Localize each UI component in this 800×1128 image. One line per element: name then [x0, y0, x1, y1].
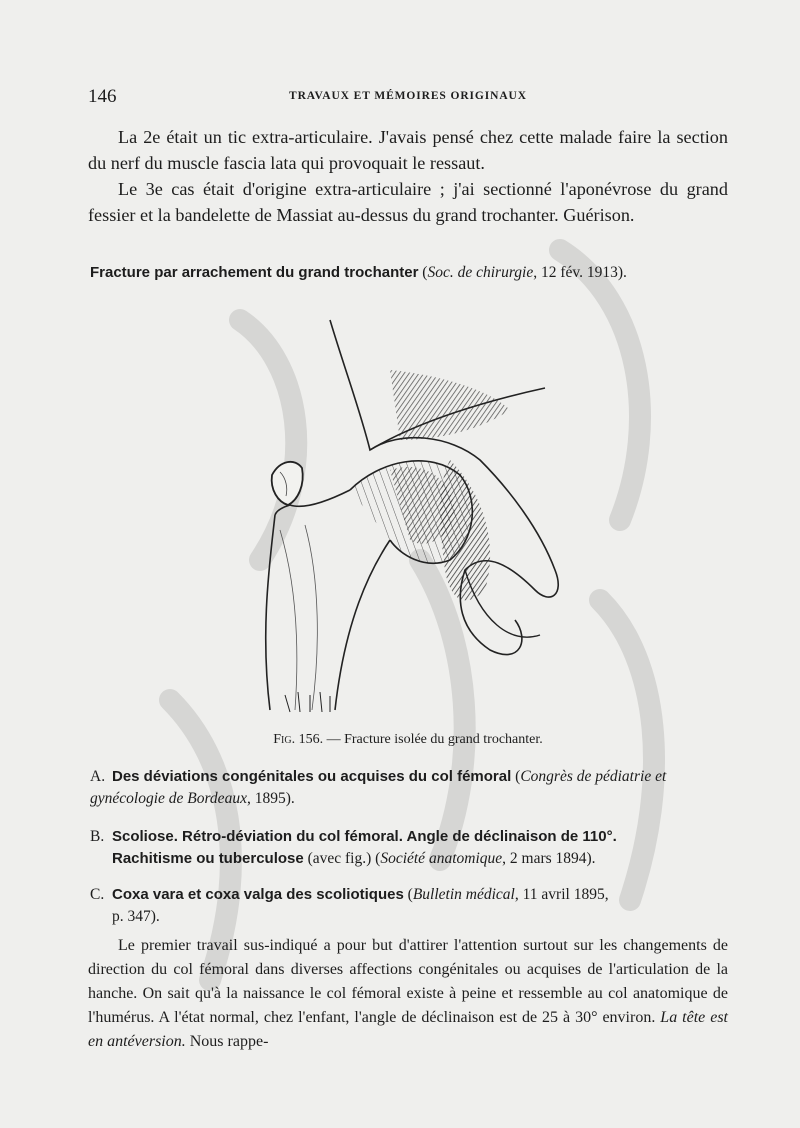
body-tail: Nous rappe- [185, 1033, 269, 1050]
entry-b-letter: B. [90, 828, 105, 845]
running-head: TRAVAUX ET MÉMOIRES ORIGINAUX [289, 90, 527, 102]
section-ref-journal: Soc. de chirurgie [427, 264, 534, 281]
entry-b-ref-rest: , 2 mars 1894). [502, 850, 596, 867]
paragraph-1: La 2e était un tic extra-articulaire. J'avais pensé chez cette malade faire la section du nerf du muscle fascia lata qui provoquait le ressaut. [88, 127, 728, 173]
entry-a-letter: A. [90, 768, 106, 785]
body-lead: Le premier travail sus-indiqué a pour but d'attirer l'attention surtout sur les changements de direction du col fémoral dans diverses affections congénitales ou acquises de l'articulation de la hanche. On sait qu'à la naissance le col fémoral existe à peine et ressemble au col anatomique de l'humérus. A l'état normal, chez l'enfant, l'angle de déclinaison est de 25 à 30° environ. [88, 937, 728, 1026]
entry-c-pages: p. 347). [112, 908, 160, 925]
page-number: 146 [88, 86, 117, 107]
page-header [88, 86, 728, 110]
hip-fracture-illustration [250, 300, 590, 720]
entry-c-ref-rest: , 11 avril 1895, [514, 886, 609, 903]
section-title: Fracture par arrachement du grand trochanter (Soc. de chirurgie, 12 fév. 1913). [90, 264, 627, 281]
entry-a-title: Des déviations congénitales ou acquises du col fémoral [112, 768, 512, 785]
paragraph-2: Le 3e cas était d'origine extra-articulaire ; j'ai sectionné l'aponévrose du grand fessier et la bandelette de Massiat au-dessus du grand trochanter. Guérison. [88, 179, 728, 225]
entry-b-title-line1: Scoliose. Rétro-déviation du col fémoral. Angle de déclinaison de 110°. [112, 828, 617, 845]
entry-b [90, 826, 730, 870]
entry-b-mid: (avec fig.) ( [303, 850, 381, 867]
section-title-text: Fracture par arrachement du grand trochanter [90, 264, 419, 281]
body-italic: La tête est en antéversion. [88, 1009, 728, 1050]
figure-caption [88, 732, 728, 748]
entry-c-title: Coxa vara et coxa valga des scoliotiques [112, 886, 404, 903]
entry-a-ref-rest: , 1895). [246, 790, 295, 807]
entry-c: C. Coxa vara et coxa valga des scoliotiques (Bulletin médical, 11 avril 1895, p. 347). [90, 884, 730, 928]
entry-b-second-line [90, 848, 730, 870]
entry-b-title-line2: Rachitisme ou tuberculose [112, 850, 304, 867]
entry-c-ref: Bulletin médical [412, 886, 515, 903]
figure-label: Fig. 156. [273, 732, 324, 747]
section-ref-rest: , 12 fév. 1913). [533, 264, 627, 281]
body-paragraph [88, 934, 728, 1054]
entry-b-ref: Société anatomique [380, 850, 503, 867]
entry-c-letter: C. [90, 886, 105, 903]
figure-caption-text: — Fracture isolée du grand trochanter. [323, 732, 543, 747]
entry-a: A. Des déviations congénitales ou acquises du col fémoral (Congrès de pédiatrie et gynécologie de Bordeaux, 1895). [90, 768, 667, 807]
entry-a-ref: Congrès de pédiatrie et gynécologie de Bordeaux [90, 768, 667, 807]
